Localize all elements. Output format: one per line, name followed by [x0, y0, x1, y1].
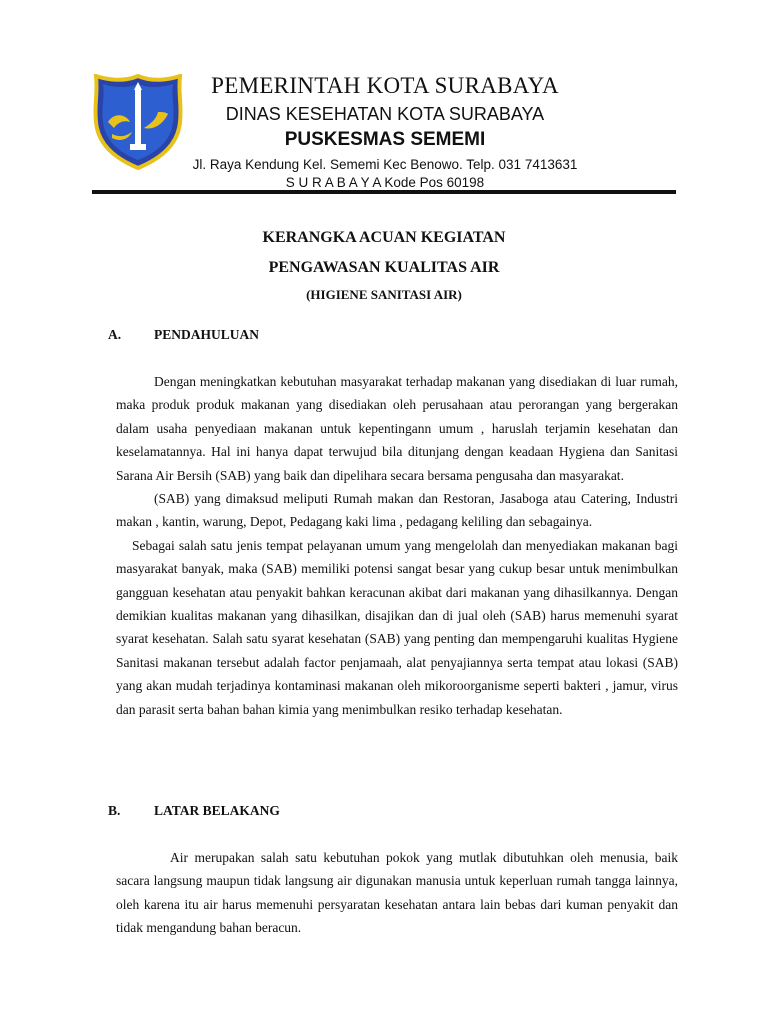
section-a-paragraph: (SAB) yang dimaksud meliputi Rumah makan dan Restoran, Jasaboga atau Catering, Industri makan , kantin, warung, Depot, Pedagang kaki lima , pedagang keliling dan sebagainya. — [116, 491, 678, 530]
section-b-title: LATAR BELAKANG — [154, 803, 280, 818]
address-line: Jl. Raya Kendung Kel. Sememi Kec Benowo. Telp. 031 7413631 — [192, 157, 578, 172]
section-a-body — [116, 370, 678, 721]
letterhead — [0, 0, 768, 200]
city-postal-line: S U R A B A Y A Kode Pos 60198 — [285, 175, 485, 190]
document-subtitle: PENGAWASAN KUALITAS AIR — [268, 259, 500, 276]
surabaya-city-emblem-icon — [92, 74, 184, 170]
section-a-heading — [108, 327, 259, 343]
section-a-paragraph: Dengan meningkatkan kebutuhan masyarakat terhadap makanan yang disediakan di luar rumah, maka produk produk makanan yang disediakan oleh perusahaan atau perorangan yang bergerakan dalam usaha penyediaan makanan untuk kepentingann umum , haruslah terjamin kesehatan dan keselamatannya. Hal ini hanya dapat terwujud bila ditunjang dengan keadaan Hygiena dan Sanitasi Sarana Air Bersih (SAB) yang baik dan dipelihara secara bersama pengusaha dan masyarakat. — [116, 374, 678, 483]
letterhead-text — [180, 72, 590, 191]
document-subtitle-parenthetical: (HIGIENE SANITASI AIR) — [306, 287, 462, 302]
section-a-paragraph: Sebagai salah satu jenis tempat pelayanan umum yang mengelolah dan menyediakan makanan bagi masyarakat banyak, maka (SAB) memiliki potensi sangat besar yang cukup besar untuk menimbulkan gangguan kesehatan atau penyakit bahkan keracunan akibat dari makanan yang dihasilkannya. Dengan demikian kualitas makanan yang dihasilkan, disajikan dan di jual oleh (SAB) harus memenuhi syarat syarat kesehatan. Salah satu syarat kesehatan (SAB) yang penting dan mempengaruhi kualitas Hygiene Sanitasi makanan tersebut adalah factor penjamaah, alat penyajiannya serta tempat atau lokasi (SAB) yang akan mudah terjadinya kontaminasi makanan oleh mikoroorganisme seperti bakteri , jamur, virus dan parasit serta bahan bahan kimia yang menimbulkan resiko terhadap kesehatan. — [116, 537, 678, 717]
health-center-name: PUSKESMAS SEMEMI — [284, 129, 486, 150]
section-b-body — [116, 846, 678, 940]
section-b-number: B. — [108, 803, 121, 818]
section-a-number: A. — [108, 327, 122, 342]
section-a-title: PENDAHULUAN — [154, 327, 260, 342]
section-b-heading — [108, 803, 280, 819]
government-name: PEMERINTAH KOTA SURABAYA — [211, 73, 559, 98]
section-b-paragraph: Air merupakan salah satu kebutuhan pokok yang mutlak dibutuhkan oleh menusia, baik sacara langsung maupun tidak langsung air digunakan manusia untuk keperluan rumah tangga lainnya, oleh karena itu air harus memenuhi persyaratan kesehatan antara lain bebas dari kuman penyakit dan tidak mengandung bahan beracun. — [116, 850, 678, 936]
document-title: KERANGKA ACUAN KEGIATAN — [262, 229, 506, 246]
document-title-block — [92, 228, 676, 304]
letterhead-divider — [92, 190, 676, 194]
department-name: DINAS KESEHATAN KOTA SURABAYA — [225, 104, 545, 124]
